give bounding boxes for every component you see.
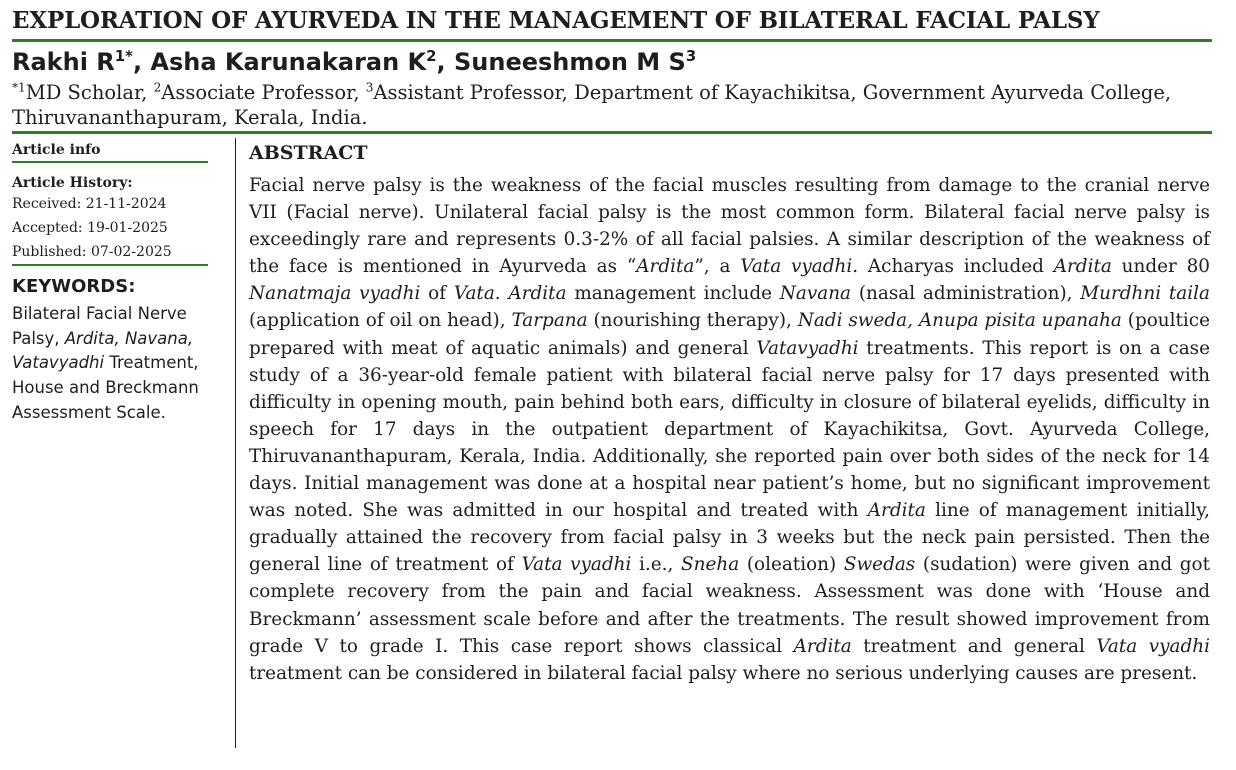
keywords-list: [12, 302, 208, 426]
article-history-heading: Article History:: [12, 175, 133, 191]
author-name: Rakhi R: [12, 48, 115, 76]
abstract-text-run: Facial nerve palsy is the weakness of the facial muscles resulting from damage to the cranial nerve VII (Facial nerve). Unilateral facial palsy is the most common form. Bilateral facial nerve palsy is exceedingly rare and represents 0.3-2% of all facial palsies. A similar description of the weakness of the face is mentioned in Ayurveda as “: [249, 175, 1210, 278]
abstract-italic-term: Ardita: [793, 635, 852, 657]
abstract-italic-term: Sneha: [681, 554, 740, 576]
abstract-italic-term: Vata vyadhi: [521, 554, 632, 576]
abstract-text-run: i.e.,: [631, 554, 682, 576]
abstract-italic-term: Navana: [779, 283, 852, 305]
author-name: Suneeshmon M S: [453, 48, 686, 76]
abstract-text-run: treatment can be considered in bilateral facial palsy where no serious underlying causes are present.: [249, 662, 1198, 684]
keywords-heading: KEYWORDS:: [12, 276, 136, 297]
abstract-italic-term: Swedas: [843, 554, 916, 576]
received-date: Received: 21-11-2024: [12, 196, 167, 212]
abstract-text-run: ”, a: [694, 256, 741, 278]
author-separator: ,: [132, 48, 151, 76]
abstract-italic-term: Vata vyadhi: [740, 256, 853, 278]
title-divider: [12, 39, 1212, 42]
keyword-segment: Bilateral Facial Nerve Palsy,: [12, 304, 187, 348]
abstract-text-run: (application of oil on head),: [249, 310, 512, 332]
abstract-italic-term: Ardita: [867, 500, 926, 522]
column-divider: [235, 138, 236, 748]
abstract-italic-term: Nadi sweda, Anupa pisita upanaha: [797, 310, 1122, 332]
article-info-heading: Article info: [12, 142, 101, 158]
affiliation-role: Associate Professor,: [161, 81, 366, 104]
abstract-text-run: (nourishing therapy),: [587, 310, 798, 332]
author-mark: 1*: [114, 47, 133, 65]
author-mark: 2: [426, 47, 437, 65]
abstract-italic-term: Tarpana: [511, 310, 588, 332]
abstract-text-run: . Acharyas included: [852, 256, 1054, 278]
abstract-text-run: under 80: [1111, 256, 1211, 278]
history-divider: [12, 264, 208, 266]
article-title: EXPLORATION OF AYURVEDA IN THE MANAGEMENT OF BILATERAL FACIAL PALSY: [12, 7, 1100, 34]
article-page: [12, 0, 1212, 770]
abstract-text-run: of: [420, 283, 454, 305]
affiliation: [12, 80, 1212, 130]
abstract-italic-term: Ardita: [508, 283, 567, 305]
article-info-divider: [12, 161, 208, 163]
abstract-italic-term: Ardita: [636, 256, 695, 278]
abstract-text-run: line of management initially, gradually attained the recovery from facial palsy in 3 weeks but the neck pain persisted. Then the general line of treatment of: [249, 500, 1210, 576]
author-list: [12, 45, 696, 79]
affiliation-role: Assistant Professor, Department of Kayachikitsa, Government Ayurveda College, Thiruvananthapuram, Kerala, India.: [12, 81, 1172, 129]
abstract-text-run: .: [494, 283, 509, 305]
abstract-italic-term: Vatavyadhi: [756, 337, 859, 359]
abstract-text-run: (sudation) were given and got complete recovery from the pain and facial weakness. Assessment was done with ‘House and Breckmann’ assessment scale before and after the treatments. The result showed improvement from grade V to grade I. This case report shows classical: [249, 554, 1211, 657]
author-mark: 3: [685, 47, 697, 65]
affiliation-mark: 2: [153, 80, 162, 95]
abstract-section: [249, 140, 1210, 687]
abstract-text-run: (oleation): [739, 554, 844, 576]
author-name: Asha Karunakaran K: [150, 48, 427, 76]
author-separator: ,: [436, 48, 454, 76]
abstract-italic-term: Vata vyadhi: [1096, 635, 1211, 657]
keyword-segment: Treatment, House and Breckmann Assessment Scale.: [12, 353, 199, 422]
abstract-italic-term: Ardita: [1053, 256, 1112, 278]
header-divider: [12, 131, 1212, 134]
affiliation-role: MD Scholar,: [25, 81, 154, 104]
abstract-text-run: treatment and general: [851, 635, 1097, 657]
abstract-text-run: management include: [566, 283, 780, 305]
abstract-italic-term: Murdhni taila: [1080, 283, 1210, 305]
abstract-text-run: treatments. This report is on a case study of a 36-year-old female patient with bilateral facial nerve palsy for 17 days presented with difficulty in opening mouth, pain behind both ears, difficulty in closure of bilateral eyelids, difficulty in speech for 17 days in the outpatient department of Kayachikitsa, Govt. Ayurveda College, Thiruvananthapuram, Kerala, India. Additionally, she reported pain over both sides of the neck for 14 days. Initial management was done at a hospital near patient’s home, but no significant improvement was noted. She was admitted in our hospital and treated with: [249, 337, 1210, 522]
abstract-text-run: (poultice prepared with meat of aquatic animals) and general: [249, 310, 1210, 359]
keyword-segment: Ardita, Navana, Vatavyadhi: [12, 328, 194, 373]
abstract-heading: ABSTRACT: [249, 142, 368, 164]
affiliation-mark: *1: [12, 80, 26, 95]
affiliation-mark: 3: [365, 80, 374, 95]
published-date: Published: 07-02-2025: [12, 244, 172, 260]
abstract-text: [249, 172, 1210, 687]
abstract-italic-term: Nanatmaja vyadhi: [249, 283, 421, 305]
article-info-column: [12, 138, 208, 426]
abstract-text-run: (nasal administration),: [851, 283, 1081, 305]
abstract-italic-term: Vata: [453, 283, 495, 305]
accepted-date: Accepted: 19-01-2025: [12, 220, 168, 236]
